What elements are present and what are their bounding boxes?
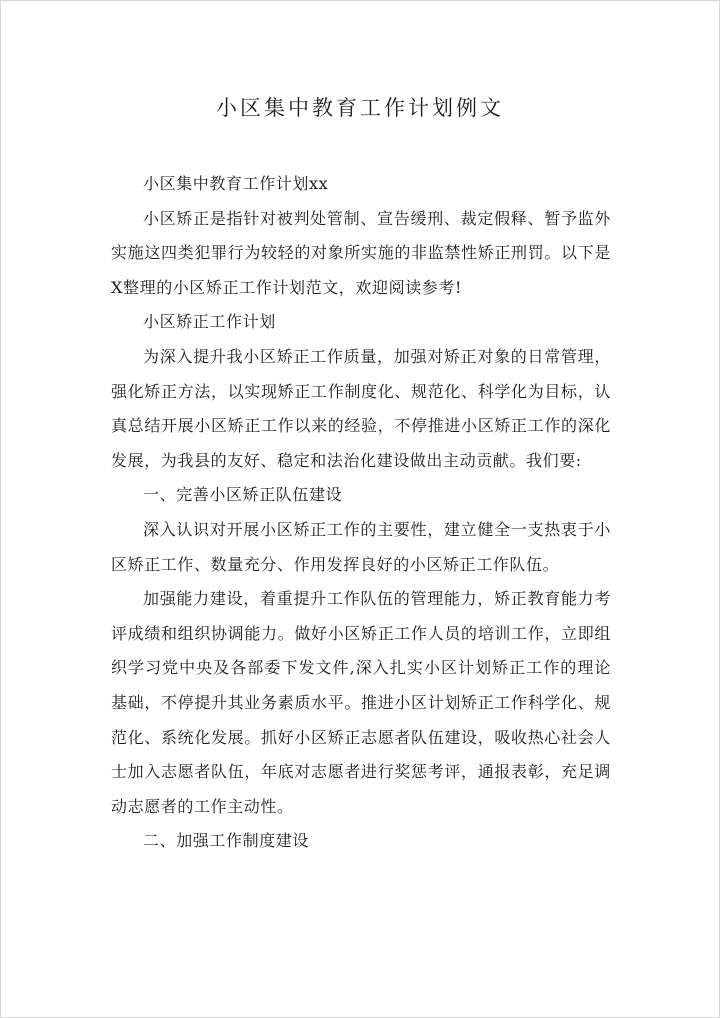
paragraph-goal: 为深入提升我小区矫正工作质量，加强对矫正对象的日常管理，强化矫正方法，以实现矫正工作制度化、规范化、科学化为目标，认真总结开展小区矫正工作以来的经验，不停推进小区矫正工作的深化发展，为我县的友好、稳定和法治化建设做出主动贡献。我们要: <box>111 346 611 470</box>
section-heading-1: 一、完善小区矫正队伍建设 <box>143 485 343 505</box>
section-heading-2: 二、加强工作制度建设 <box>143 831 310 851</box>
paragraph-capacity: 加强能力建设，着重提升工作队伍的管理能力，矫正教育能力考评成绩和组织协调能力。做好小区矫正工作人员的培训工作，立即组织学习党中央及各部委下发文件,深入扎实小区计划矫正工作的理论基础，不停提升其业务素质水平。推进小区计划矫正工作科学化、规范化、系统化发展。抓好小区矫正志愿者队伍建设，吸收热心社会人士加入志愿者队伍，年底对志愿者进行奖惩考评，通报表彰，充足调动志愿者的工作主动性。 <box>111 589 611 816</box>
paragraph-subtitle: 小区集中教育工作计划xx <box>143 174 329 193</box>
document-body <box>111 167 611 859</box>
paragraph-intro: 小区矫正是指针对被判处管制、宣告缓刑、裁定假释、暂予监外实施这四类犯罪行为较轻的对象所实施的非监禁性矫正刑罚。以下是X整理的小区矫正工作计划范文，欢迎阅读参考! <box>111 208 611 297</box>
document-title: 小区集中教育工作计划例文 <box>216 96 504 120</box>
paragraph-team: 深入认识对开展小区矫正工作的主要性，建立健全一支热衷于小区矫正工作、数量充分、作用发挥良好的小区矫正工作队伍。 <box>111 519 611 574</box>
paragraph-heading-plan: 小区矫正工作计划 <box>143 312 276 332</box>
